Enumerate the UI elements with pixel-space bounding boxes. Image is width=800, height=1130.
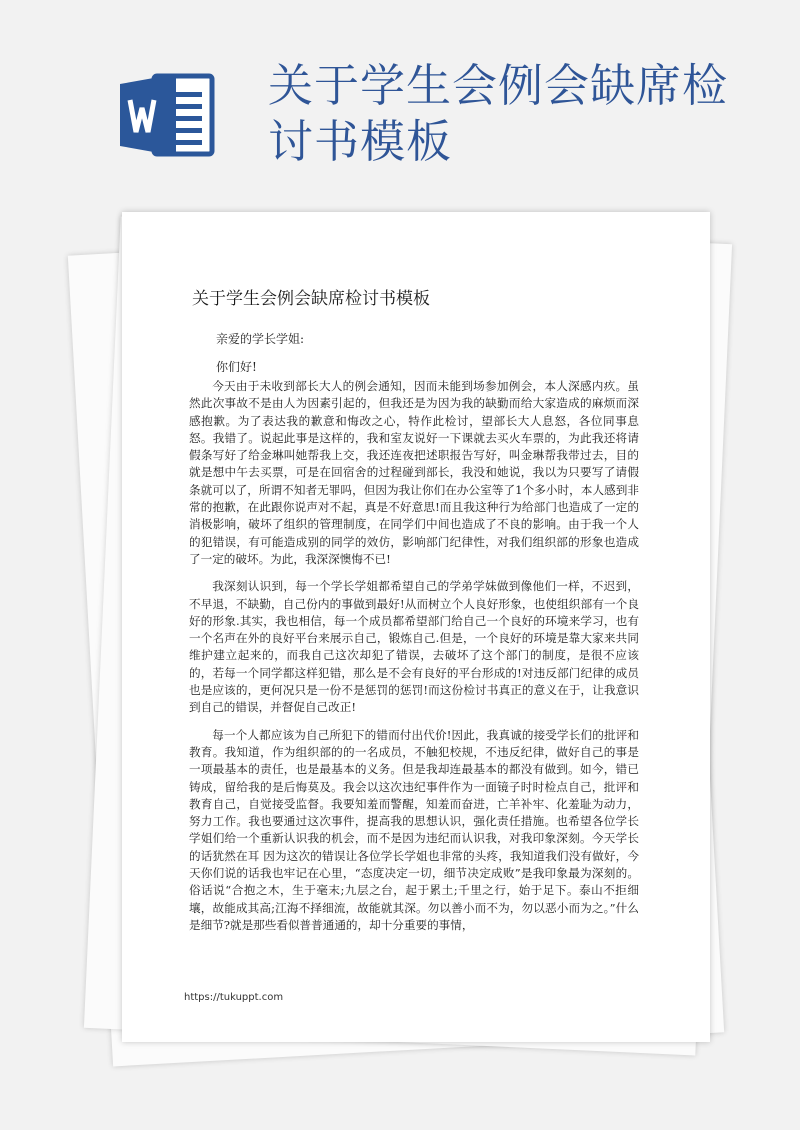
document-title: 关于学生会例会缺席检讨书模板 bbox=[192, 289, 430, 309]
page-header bbox=[0, 0, 800, 205]
document-body bbox=[189, 378, 639, 944]
body-paragraph: 今天由于未收到部长大人的例会通知，因而未能到场参加例会，本人深感内疚。虽然此次事故不是由人为因素引起的，但我还是为因为我的缺勤而给大家造成的麻烦而深感抱歉。为了表达我的歉意和悔改之心，特作此检讨，望部长大人息怒，各位同事息怒。我错了。说起此事是这样的，我和室友说好一下课就去买火车票的，为此我还将请假条写好了给金琳叫她帮我上交，我还连夜把述职报告写好，叫金琳帮我带过去，目的就是想中午去买票，可是在回宿舍的过程碰到部长，我没和她说，我以为只要写了请假条就可以了，所谓不知者无罪吗，但因为我让你们在办公室等了1个多小时，本人感到非常的抱歉，在此跟你说声对不起，真是不好意思!而且我这种行为给部门也造成了一定的消极影响，破坏了组织的管理制度，在同学们中间也造成了不良的影响。由于我一个人的犯错误，有可能造成别的同学的效仿，影响部门纪律性，对我们组织部的形象也造成了一定的破坏。为此，我深深懊悔不已! bbox=[189, 379, 639, 566]
header-title: 关于学生会例会缺席检讨书模板 bbox=[268, 59, 729, 168]
salutation: 亲爱的学长学姐: bbox=[216, 332, 305, 346]
document-page bbox=[122, 212, 710, 1042]
greeting: 你们好! bbox=[216, 360, 257, 374]
footer-url: https://tukuppt.com bbox=[184, 992, 284, 1003]
body-paragraph: 每一个人都应该为自己所犯下的错而付出代价!因此，我真诚的接受学长们的批评和教育。我知道，作为组织部的的一名成员，不触犯校规，不违反纪律，做好自己的事是一项最基本的责任，也是最基本的义务。但是我却连最基本的都没有做到。如今，错已铸成，留给我的是后悔莫及。我会以这次违纪事件作为一面镜子时时检点自己，批评和教育自己，自觉接受监督。我要知羞而警醒，知羞而奋进，亡羊补牢、化羞耻为动力，努力工作。我也要通过这次事件，提高我的思想认识，强化责任措施。也希望各位学长学姐们给一个重新认识我的机会，而不是因为违纪而认识我，对我印象深刻。今天学长的话犹然在耳 因为这次的错误让各位学长学姐也非常的头疼，我知道我们没有做好，今天你们说的话我也牢记在心里，“态度决定一切，细节决定成败”是我印象最为深刻的。俗话说“合抱之木，生于毫末;九层之台，起于累土;千里之行，始于足下。泰山不拒细壤，故能成其高;江海不择细流，故能就其深。勿以善小而不为，勿以恶小而为之。”什么是细节?就是那些看似普普通通的，却十分重要的事情， bbox=[189, 727, 639, 932]
body-paragraph: 我深刻认识到，每一个学长学姐都希望自己的学弟学妹做到像他们一样，不迟到，不早退，不缺勤，自己份内的事做到最好!从而树立个人良好形象，也使组织部有一个良好的形象.其实，我也相信，每一个成员都希望部门给自己一个良好的环境来学习，也有一个名声在外的良好平台来展示自己，锻炼自己.但是，一个良好的环境是靠大家来共同维护建立起来的，而我自己这次却犯了错误，去破坏了这个部门的制度，是很不应该的，若每一个同学都这样犯错，那么是不会有良好的平台形成的!对违反部门纪律的成员也是应该的，更何况只是一份不是惩罚的惩罚!而这份检讨书真正的意义在于，让我意识到自己的错误，并督促自己改正! bbox=[189, 579, 639, 715]
word-document-icon bbox=[118, 70, 218, 160]
